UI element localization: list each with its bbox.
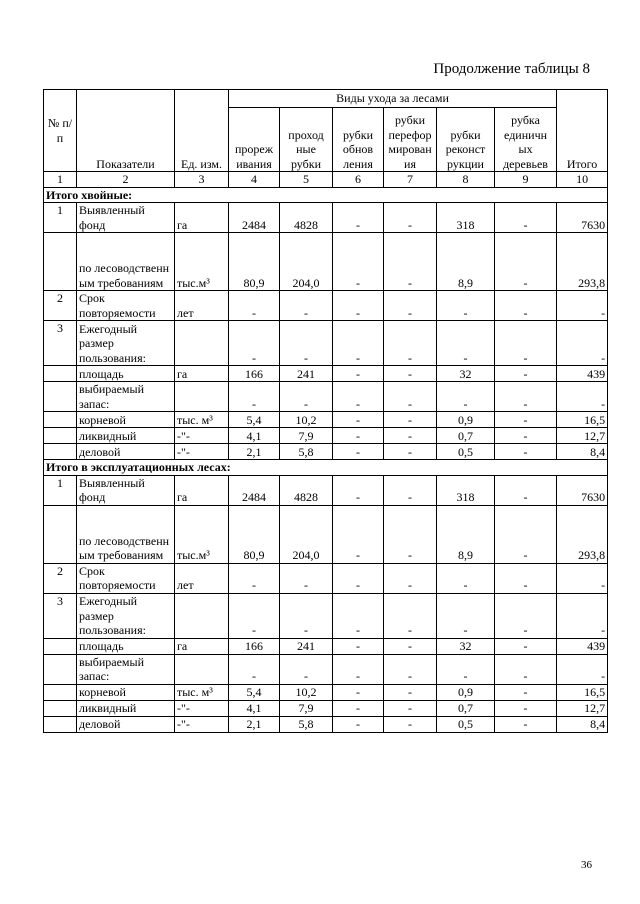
row-value: - — [384, 593, 437, 638]
table-row — [44, 593, 608, 638]
row-value: 4,1 — [229, 428, 280, 444]
row-number — [44, 366, 77, 382]
row-indicator: корневой — [77, 412, 175, 428]
table-row — [44, 563, 608, 593]
row-value: - — [495, 233, 557, 291]
row-unit — [175, 382, 229, 412]
row-unit: -"- — [175, 444, 229, 460]
row-value: - — [333, 366, 384, 382]
row-value: - — [333, 203, 384, 233]
row-unit: лет — [175, 291, 229, 321]
row-total: 293,8 — [557, 505, 608, 563]
row-value: - — [495, 505, 557, 563]
row-total: 16,5 — [557, 412, 608, 428]
row-value: - — [495, 321, 557, 366]
row-value: - — [333, 382, 384, 412]
row-value: - — [229, 593, 280, 638]
row-indicator: деловой — [77, 716, 175, 732]
row-value: - — [384, 233, 437, 291]
row-value: - — [384, 321, 437, 366]
header-num: № п/п — [44, 90, 77, 172]
row-value: 241 — [280, 366, 333, 382]
row-unit: -"- — [175, 700, 229, 716]
row-value: - — [437, 593, 495, 638]
row-total: 16,5 — [557, 684, 608, 700]
row-total: 293,8 — [557, 233, 608, 291]
row-value: - — [333, 654, 384, 684]
row-value: 318 — [437, 475, 495, 505]
row-value: - — [333, 475, 384, 505]
header-col-2: проход ные рубки — [280, 108, 333, 172]
row-total: - — [557, 321, 608, 366]
row-value: 166 — [229, 366, 280, 382]
row-indicator: площадь — [77, 366, 175, 382]
row-value: 32 — [437, 638, 495, 654]
row-indicator: ликвидный — [77, 428, 175, 444]
row-number — [44, 654, 77, 684]
row-number — [44, 505, 77, 563]
header-col-1: прореж ивания — [229, 108, 280, 172]
table-row — [44, 638, 608, 654]
row-number: 3 — [44, 593, 77, 638]
row-indicator: Выявленный фонд — [77, 475, 175, 505]
row-value: - — [495, 412, 557, 428]
forest-care-table — [43, 89, 608, 733]
table-row — [44, 382, 608, 412]
row-value: - — [333, 638, 384, 654]
row-total: - — [557, 593, 608, 638]
row-indicator: Ежегодный размер пользования: — [77, 321, 175, 366]
row-value: 204,0 — [280, 505, 333, 563]
row-value: 241 — [280, 638, 333, 654]
row-value: - — [280, 382, 333, 412]
row-indicator: ликвидный — [77, 700, 175, 716]
row-value: 5,4 — [229, 684, 280, 700]
row-value: - — [384, 428, 437, 444]
row-value: - — [333, 233, 384, 291]
row-indicator: Срок повторяемости — [77, 563, 175, 593]
row-total: 8,4 — [557, 716, 608, 732]
column-number: 1 — [44, 172, 77, 188]
row-value: - — [280, 321, 333, 366]
row-value: 166 — [229, 638, 280, 654]
row-value: - — [437, 291, 495, 321]
row-total: - — [557, 382, 608, 412]
row-value: 80,9 — [229, 233, 280, 291]
row-value: - — [229, 382, 280, 412]
row-value: 0,5 — [437, 716, 495, 732]
table-row — [44, 366, 608, 382]
row-value: - — [229, 654, 280, 684]
header-col-6: рубка единичн ых деревьев — [495, 108, 557, 172]
table-row — [44, 412, 608, 428]
row-unit: га — [175, 475, 229, 505]
row-value: 2484 — [229, 203, 280, 233]
row-unit: га — [175, 638, 229, 654]
row-value: 2484 — [229, 475, 280, 505]
row-value: 4828 — [280, 203, 333, 233]
row-value: 10,2 — [280, 684, 333, 700]
row-value: 8,9 — [437, 505, 495, 563]
row-value: 2,1 — [229, 444, 280, 460]
row-value: 5,8 — [280, 716, 333, 732]
row-value: - — [333, 593, 384, 638]
row-value: - — [384, 291, 437, 321]
row-value: - — [384, 203, 437, 233]
row-number — [44, 233, 77, 291]
row-value: 80,9 — [229, 505, 280, 563]
row-value: - — [437, 563, 495, 593]
header-col-3: рубки обнов ления — [333, 108, 384, 172]
row-value: - — [333, 716, 384, 732]
row-number — [44, 716, 77, 732]
column-number: 6 — [333, 172, 384, 188]
header-indicator: Показатели — [77, 90, 175, 172]
row-number: 1 — [44, 203, 77, 233]
table-caption: Продолжение таблицы 8 — [433, 61, 590, 77]
row-value: 2,1 — [229, 716, 280, 732]
row-number — [44, 638, 77, 654]
row-value: - — [495, 382, 557, 412]
row-value: - — [495, 700, 557, 716]
row-number — [44, 684, 77, 700]
row-indicator: выбираемый запас: — [77, 654, 175, 684]
row-indicator: деловой — [77, 444, 175, 460]
row-value: - — [333, 321, 384, 366]
row-value: - — [333, 563, 384, 593]
row-value: 0,9 — [437, 684, 495, 700]
row-unit — [175, 654, 229, 684]
row-value: - — [229, 563, 280, 593]
row-indicator: Срок повторяемости — [77, 291, 175, 321]
header-total: Итого — [557, 90, 608, 172]
row-value: 7,9 — [280, 428, 333, 444]
row-indicator: Выявленный фонд — [77, 203, 175, 233]
column-number: 8 — [437, 172, 495, 188]
column-number: 10 — [557, 172, 608, 188]
row-indicator: Ежегодный размер пользования: — [77, 593, 175, 638]
row-total: 439 — [557, 366, 608, 382]
row-total: 12,7 — [557, 428, 608, 444]
row-number: 2 — [44, 291, 77, 321]
row-value: - — [333, 412, 384, 428]
row-number — [44, 444, 77, 460]
row-unit: тыс. м³ — [175, 412, 229, 428]
row-value: - — [384, 412, 437, 428]
row-value: 10,2 — [280, 412, 333, 428]
column-number: 3 — [175, 172, 229, 188]
header-unit: Ед. изм. — [175, 90, 229, 172]
row-total: 7630 — [557, 475, 608, 505]
row-value: - — [384, 638, 437, 654]
table-row — [44, 428, 608, 444]
row-indicator: корневой — [77, 684, 175, 700]
row-value: - — [495, 428, 557, 444]
row-value: - — [437, 654, 495, 684]
row-value: - — [384, 475, 437, 505]
table-row — [44, 475, 608, 505]
table-row — [44, 321, 608, 366]
row-value: 318 — [437, 203, 495, 233]
table-row — [44, 444, 608, 460]
column-number: 4 — [229, 172, 280, 188]
row-value: - — [384, 444, 437, 460]
row-value: - — [495, 593, 557, 638]
row-total: 8,4 — [557, 444, 608, 460]
row-unit: тыс.м³ — [175, 505, 229, 563]
row-value: 5,8 — [280, 444, 333, 460]
row-value: - — [495, 716, 557, 732]
row-value: - — [384, 716, 437, 732]
row-value: - — [437, 321, 495, 366]
row-total: 12,7 — [557, 700, 608, 716]
row-value: - — [495, 444, 557, 460]
row-value: - — [384, 505, 437, 563]
row-number: 2 — [44, 563, 77, 593]
row-value: - — [384, 366, 437, 382]
row-value: - — [384, 684, 437, 700]
row-unit: тыс. м³ — [175, 684, 229, 700]
page-number: 36 — [581, 859, 592, 871]
row-value: - — [280, 291, 333, 321]
row-value: - — [384, 563, 437, 593]
row-number — [44, 700, 77, 716]
table-row — [44, 700, 608, 716]
column-number: 9 — [495, 172, 557, 188]
row-value: - — [229, 291, 280, 321]
section-title: Итого в эксплуатационных лесах: — [44, 460, 608, 476]
row-value: - — [437, 382, 495, 412]
header-group: Виды ухода за лесами — [229, 90, 557, 108]
row-value: - — [280, 654, 333, 684]
section-title: Итого хвойные: — [44, 187, 608, 203]
row-value: 4,1 — [229, 700, 280, 716]
row-value: - — [384, 654, 437, 684]
row-number — [44, 382, 77, 412]
row-total: - — [557, 563, 608, 593]
column-number: 7 — [384, 172, 437, 188]
row-value: 204,0 — [280, 233, 333, 291]
column-number: 5 — [280, 172, 333, 188]
row-value: 0,7 — [437, 428, 495, 444]
header-col-5: рубки реконст рукции — [437, 108, 495, 172]
row-value: - — [495, 366, 557, 382]
row-unit — [175, 321, 229, 366]
row-value: - — [333, 700, 384, 716]
row-unit: лет — [175, 563, 229, 593]
row-value: - — [495, 638, 557, 654]
row-number — [44, 412, 77, 428]
table-row — [44, 684, 608, 700]
row-value: - — [333, 505, 384, 563]
row-value: - — [229, 321, 280, 366]
row-value: - — [495, 563, 557, 593]
row-value: 0,9 — [437, 412, 495, 428]
row-value: 8,9 — [437, 233, 495, 291]
row-unit: га — [175, 366, 229, 382]
table-row — [44, 716, 608, 732]
row-unit: -"- — [175, 428, 229, 444]
row-value: 5,4 — [229, 412, 280, 428]
row-unit: тыс.м³ — [175, 233, 229, 291]
row-value: - — [280, 563, 333, 593]
row-value: 32 — [437, 366, 495, 382]
column-number: 2 — [77, 172, 175, 188]
row-value: - — [333, 291, 384, 321]
row-value: - — [495, 203, 557, 233]
row-value: - — [333, 444, 384, 460]
row-unit — [175, 593, 229, 638]
table-row — [44, 654, 608, 684]
row-total: 439 — [557, 638, 608, 654]
row-value: - — [495, 654, 557, 684]
row-value: - — [495, 684, 557, 700]
table-row — [44, 291, 608, 321]
row-indicator: площадь — [77, 638, 175, 654]
row-total: - — [557, 654, 608, 684]
row-value: 0,7 — [437, 700, 495, 716]
row-value: - — [333, 684, 384, 700]
row-value: - — [384, 700, 437, 716]
row-total: - — [557, 291, 608, 321]
row-value: - — [333, 428, 384, 444]
table-row — [44, 233, 608, 291]
row-value: 7,9 — [280, 700, 333, 716]
row-indicator: выбираемый запас: — [77, 382, 175, 412]
row-unit: -"- — [175, 716, 229, 732]
row-value: - — [495, 291, 557, 321]
table-row — [44, 505, 608, 563]
row-unit: га — [175, 203, 229, 233]
row-value: - — [280, 593, 333, 638]
table-row — [44, 203, 608, 233]
row-indicator: по лесоводственн ым требованиям — [77, 505, 175, 563]
row-number — [44, 428, 77, 444]
row-value: - — [495, 475, 557, 505]
header-col-4: рубки перефор мирован ия — [384, 108, 437, 172]
row-indicator: по лесоводственн ым требованиям — [77, 233, 175, 291]
row-value: 4828 — [280, 475, 333, 505]
row-value: - — [384, 382, 437, 412]
row-number: 3 — [44, 321, 77, 366]
row-value: 0,5 — [437, 444, 495, 460]
row-total: 7630 — [557, 203, 608, 233]
row-number: 1 — [44, 475, 77, 505]
